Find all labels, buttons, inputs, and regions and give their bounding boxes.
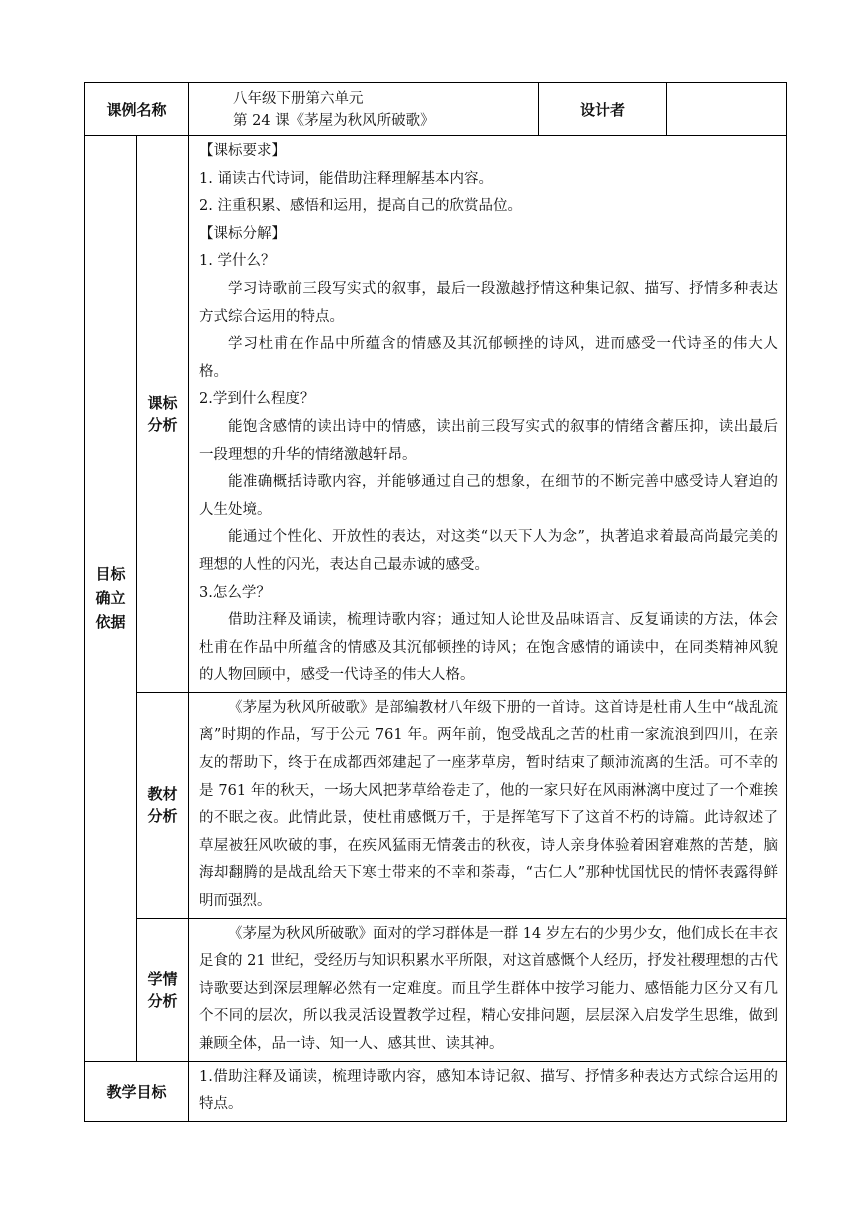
designer-label: 设计者: [539, 83, 667, 136]
curriculum-row: [85, 136, 787, 693]
material-analysis-content: 《茅屋为秋风所破歌》是部编教材八年级下册的一首诗。这首诗是杜甫人生中“战乱流离”时期的作品，写于公元 761 年。两年前，饱受战乱之苦的杜甫一家流浪到四川，在亲友的帮助下，终于在成都西郊建起了一座茅草房，暂时结束了颠沛流离的生活。可不幸的是 761 年的秋天，一场大风把茅草给卷走了，他的一家只好在风雨淋漓中度过了一个难挨的不眠之夜。此情此景，使杜甫感慨万千，于是挥笔写下了这首不朽的诗篇。此诗叙述了草屋被狂风吹破的事，在疾风猛雨无情袭击的秋夜，诗人亲身体验着困窘难熬的苦楚，脑海却翻腾的是战乱给天下寒士带来的不幸和荼毒，“古仁人”那种忧国忧民的情怀表露得鲜明而强烈。: [189, 692, 787, 918]
course-unit: 八年级下册第六单元: [233, 91, 364, 107]
course-name-value: [189, 83, 539, 136]
material-row: [85, 692, 787, 918]
student-analysis-content: 《茅屋为秋风所破歌》面对的学习群体是一群 14 岁左右的少男少女，他们成长在丰衣足食的 21 世纪，受经历与知识积累水平所限，对这首感慨个人经历，抒发社稷理想的古代诗歌要达到深层理解必然有一定难度。而且学生群体中按学习能力、感悟能力区分又有几个不同的层次，所以我灵活设置教学过程，精心安排问题，层层深入启发学生思维，做到兼顾全体，品一诗、知一人、感其世、读其神。: [189, 918, 787, 1061]
goal-basis-label: 目标 确立 依据: [85, 136, 137, 1062]
goals-row: [85, 1061, 787, 1121]
course-name-label: 课例名称: [85, 83, 189, 136]
header-row: [85, 83, 787, 136]
curriculum-analysis-label: 课标 分析: [137, 136, 189, 693]
students-row: [85, 918, 787, 1061]
curriculum-analysis-content: 【课标要求】 1. 诵读古代诗词，能借助注释理解基本内容。 2. 注重积累、感悟和运用，提高自己的欣赏品位。 【课标分解】 1. 学什么？ 学习诗歌前三段写实式的叙事，最后一段激越抒情这种集记叙、描写、抒情多种表达方式综合运用的特点。 学习杜甫在作品中所蕴含的情感及其沉郁顿挫的诗风，进而感受一代诗圣的伟大人格。 2.学到什么程度？ 能饱含感情的读出诗中的情感，读出前三段写实式的叙事的情绪含蓄压抑，读出最后一段理想的升华的情绪激越轩昂。 能准确概括诗歌内容，并能够通过自己的想象，在细节的不断完善中感受诗人窘迫的人生处境。 能通过个性化、开放性的表达，对这类“以天下人为念”，执著追求着最高尚最完美的理想的人性的闪光，表达自己最赤诚的感受。 3.怎么学？ 借助注释及诵读，梳理诗歌内容；通过知人论世及品味语言、反复诵读的方法，体会杜甫在作品中所蕴含的情感及其沉郁顿挫的诗风；在饱含感情的诵读中，在同类精神风貌的人物回顾中，感受一代诗圣的伟大人格。: [189, 136, 787, 693]
designer-value: [667, 83, 787, 136]
student-analysis-label: 学情 分析: [137, 918, 189, 1061]
course-lesson: 第 24 课《茅屋为秋风所破歌》: [233, 113, 435, 129]
material-analysis-label: 教材 分析: [137, 692, 189, 918]
teaching-goals-content: 1.借助注释及诵读，梳理诗歌内容，感知本诗记叙、描写、抒情多种表达方式综合运用的特点。: [189, 1061, 787, 1121]
lesson-design-table: [84, 82, 787, 1122]
teaching-goals-label: 教学目标: [85, 1061, 189, 1121]
